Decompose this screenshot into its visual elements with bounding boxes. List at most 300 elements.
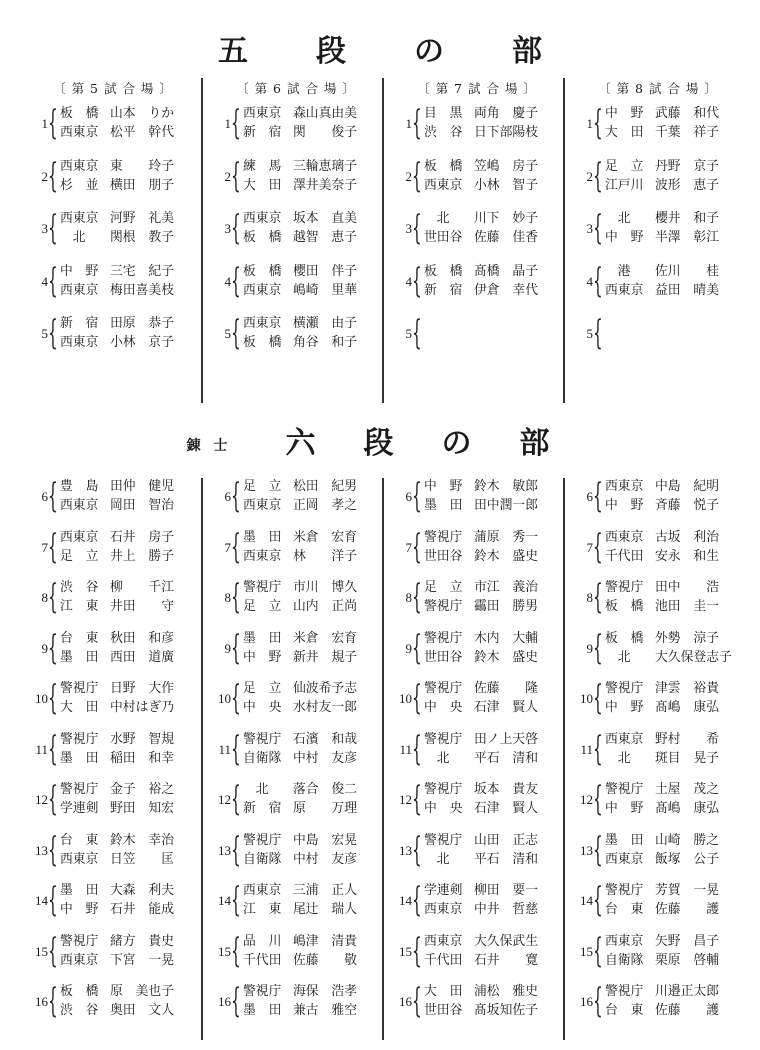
competitor <box>60 263 174 281</box>
competitor <box>243 781 357 799</box>
competitor-name: 両角 慶子 <box>474 106 538 121</box>
competitor <box>60 649 174 667</box>
competitor-name: 平石 清和 <box>474 851 538 867</box>
brace-icon: { <box>48 678 58 718</box>
brace-icon: { <box>231 476 241 516</box>
match-number: 16 <box>218 994 231 1009</box>
match-number: 4 <box>405 273 412 289</box>
match-row <box>569 679 747 719</box>
competitor <box>424 263 538 281</box>
competitor-name: 井上 勝子 <box>110 548 174 564</box>
competitor-name: 松平 幹代 <box>110 125 174 140</box>
competitor <box>60 731 174 749</box>
competitor-name: 日下部陽枝 <box>474 125 538 140</box>
match-number: 3 <box>224 221 231 236</box>
competitor-prefecture: 板 橋 <box>243 335 282 350</box>
competitor-prefecture: 警視庁 <box>60 681 99 696</box>
competitor-name: 山内 正尚 <box>293 599 357 614</box>
match-row <box>388 881 566 921</box>
competitor <box>605 282 719 300</box>
brace-icon: { <box>231 779 241 819</box>
competitor-prefecture: 足 立 <box>243 599 282 614</box>
competitor-name: 波形 恵子 <box>655 177 719 193</box>
competitor <box>243 832 357 850</box>
competitor-prefecture: 西東京 <box>60 952 99 968</box>
competitor-prefecture: 北 <box>424 851 450 867</box>
brace-icon: { <box>48 208 58 248</box>
competitor-prefecture: 警視庁 <box>605 883 644 898</box>
competitor <box>243 750 357 768</box>
competitor-name: 原 万理 <box>293 801 357 816</box>
brace-icon: { <box>231 526 241 567</box>
competitor-prefecture: 板 橋 <box>605 599 644 614</box>
match-row <box>24 629 202 669</box>
match-number: 2 <box>405 168 412 184</box>
competitor-name: 中井 哲慈 <box>474 902 538 917</box>
brace-icon: { <box>412 155 422 196</box>
competitor <box>243 630 357 648</box>
competitor-prefecture: 渋 谷 <box>60 580 99 595</box>
match-row <box>24 881 202 921</box>
match-row <box>207 209 385 249</box>
match-row <box>207 679 385 719</box>
match-row <box>569 528 747 568</box>
competitor-prefecture: 西東京 <box>605 851 644 867</box>
competitor <box>424 579 538 597</box>
competitor-name: 稲田 和幸 <box>110 750 174 766</box>
match-number: 4 <box>41 273 48 289</box>
competitor-name: 岡田 智治 <box>110 498 174 513</box>
match-number: 13 <box>218 842 231 858</box>
match-number: 8 <box>224 590 231 605</box>
match-row <box>207 831 385 871</box>
competitor <box>60 579 174 597</box>
competitor-prefecture: 西東京 <box>605 479 644 494</box>
match-row <box>24 679 202 719</box>
competitor-name: 千葉 祥子 <box>655 125 719 140</box>
competitor-prefecture: 板 橋 <box>605 630 644 646</box>
competitor-prefecture: 新 宿 <box>243 801 282 816</box>
competitor-prefecture: 世田谷 <box>424 649 463 665</box>
competitor <box>605 933 719 951</box>
competitor <box>243 901 357 919</box>
brace-icon: { <box>593 829 603 870</box>
competitor-prefecture: 江 東 <box>60 599 99 614</box>
match-row <box>207 104 385 144</box>
competitor-prefecture: 板 橋 <box>424 158 463 174</box>
competitor <box>60 177 174 195</box>
brace-icon: { <box>48 103 58 143</box>
competitor <box>243 983 357 1001</box>
competitor-name: 斉藤 悦子 <box>655 498 719 513</box>
brace-icon: { <box>231 260 241 301</box>
competitor-name: 秋田 和彦 <box>110 630 174 646</box>
match-number: 7 <box>224 539 231 555</box>
competitor-prefecture: 西東京 <box>424 933 463 949</box>
competitor-prefecture: 警視庁 <box>424 782 463 797</box>
title-char: 段 <box>316 34 346 69</box>
competitor <box>605 598 719 616</box>
competitor <box>424 731 538 749</box>
competitor <box>424 699 538 717</box>
competitor-prefecture: 警視庁 <box>60 731 99 747</box>
competitor-prefecture: 自衛隊 <box>605 952 644 968</box>
competitor-name: 大森 利夫 <box>110 883 174 898</box>
competitor-name: 尾辻 瑞人 <box>293 902 357 917</box>
competitor-prefecture: 大 田 <box>424 984 463 999</box>
competitor-name: 原 美也子 <box>110 984 174 999</box>
competitor-prefecture: 中 野 <box>605 801 644 816</box>
competitor-name: 佐藤 敬 <box>293 952 357 968</box>
match-row <box>24 982 202 1022</box>
match-row <box>24 730 202 770</box>
competitor-prefecture: 板 橋 <box>424 263 463 279</box>
brace-icon: { <box>48 476 58 516</box>
competitor-name: 髙坂知佐子 <box>474 1003 538 1018</box>
competitor-name: 中島 紀明 <box>655 479 719 494</box>
match-row <box>207 780 385 820</box>
competitor-name: 金子 裕之 <box>110 782 174 797</box>
competitor-prefecture: 警視庁 <box>424 599 463 614</box>
match-row <box>24 528 202 568</box>
competitor-name: 中村はぎ乃 <box>110 700 174 715</box>
competitor-prefecture: 板 橋 <box>60 106 99 121</box>
competitor <box>60 598 174 616</box>
competitor <box>60 800 174 818</box>
competitor-name: 横田 朋子 <box>110 177 174 193</box>
competitor-prefecture: 墨 田 <box>60 883 99 898</box>
competitor-prefecture: 墨 田 <box>60 750 99 766</box>
competitor-name: 鈴木 盛史 <box>474 649 538 665</box>
competitor <box>605 548 719 566</box>
match-row <box>388 314 566 354</box>
competitor-name: 櫻田 伴子 <box>293 263 357 279</box>
competitor <box>424 548 538 566</box>
match-number: 13 <box>399 842 412 858</box>
competitor <box>60 497 174 515</box>
competitor-name: 佐藤 護 <box>655 902 719 917</box>
competitor-prefecture: 自衛隊 <box>243 851 282 867</box>
competitor <box>60 781 174 799</box>
competitor-name: 土屋 茂之 <box>655 782 719 797</box>
competitor <box>60 983 174 1001</box>
match-number: 3 <box>41 221 48 236</box>
competitor-name: 笠嶋 房子 <box>474 158 538 174</box>
competitor-prefecture: 西東京 <box>60 335 99 350</box>
brace-icon: { <box>593 260 603 301</box>
competitor-prefecture: 警視庁 <box>424 731 463 747</box>
match-row <box>388 982 566 1022</box>
match-row <box>569 262 747 302</box>
match-number: 1 <box>224 116 231 131</box>
competitor <box>60 851 174 869</box>
match-row <box>569 982 747 1022</box>
competitor-name: 川邉正太郎 <box>655 984 719 999</box>
match-row <box>569 730 747 770</box>
match-row <box>569 629 747 669</box>
match-row <box>24 831 202 871</box>
competitor-prefecture: 西東京 <box>60 498 99 513</box>
competitor-prefecture: 目 黒 <box>424 106 463 121</box>
brace-icon: { <box>593 728 603 769</box>
match-row <box>388 932 566 972</box>
competitor-name: 外勢 涼子 <box>655 630 719 646</box>
competitor <box>424 210 538 228</box>
competitor-name: 河野 礼美 <box>110 211 174 226</box>
competitor-name: 緒方 貴史 <box>110 933 174 949</box>
competitor-prefecture: 渋 谷 <box>424 125 463 140</box>
competitor <box>424 649 538 667</box>
title-prefix: 錬 士 <box>186 438 232 454</box>
match-row <box>388 578 566 618</box>
competitor <box>605 699 719 717</box>
competitor-prefecture: 西東京 <box>60 529 99 545</box>
competitor-name: 嶋崎 里華 <box>293 282 357 298</box>
match-row <box>24 314 202 354</box>
competitor-name: 海保 浩孝 <box>293 984 357 999</box>
competitor-name: 水野 智規 <box>110 731 174 747</box>
competitor-prefecture: 西東京 <box>243 316 282 331</box>
match-number: 10 <box>580 691 593 706</box>
competitor-prefecture: 新 宿 <box>243 125 282 140</box>
competitor-prefecture: 西東京 <box>243 106 282 121</box>
competitor-prefecture: 警視庁 <box>243 580 282 595</box>
competitor-prefecture: 中 野 <box>605 700 644 715</box>
competitor <box>424 334 474 352</box>
competitor-prefecture: 千代田 <box>605 548 644 564</box>
competitor <box>60 124 174 142</box>
competitor-name: 林 洋子 <box>293 548 357 564</box>
competitor <box>424 750 538 768</box>
competitor-name: 半澤 彰江 <box>655 230 719 245</box>
competitor-prefecture: 西東京 <box>605 282 644 298</box>
competitor-name: 矢野 昌子 <box>655 933 719 949</box>
match-row <box>569 831 747 871</box>
competitor-prefecture: 中 央 <box>424 700 463 715</box>
match-number: 15 <box>580 943 593 959</box>
competitor-name: 飯塚 公子 <box>655 851 719 867</box>
competitor <box>424 983 538 1001</box>
match-number: 14 <box>399 893 412 908</box>
competitor <box>60 158 174 176</box>
competitor-name: 日笠 匡 <box>110 851 174 867</box>
competitor-prefecture: 板 橋 <box>60 984 99 999</box>
competitor-prefecture: 警視庁 <box>605 681 644 696</box>
competitor-prefecture: 墨 田 <box>60 649 99 665</box>
competitor-name: 丹野 京子 <box>655 158 719 174</box>
competitor-name: 新井 規子 <box>293 649 357 665</box>
title-char: 五 <box>218 34 248 69</box>
brace-icon: { <box>593 103 603 143</box>
competitor <box>605 851 719 869</box>
competitor <box>605 579 719 597</box>
competitor-name: 石井 房子 <box>110 529 174 545</box>
competitor-name: 東 玲子 <box>110 158 174 174</box>
competitor <box>424 781 538 799</box>
competitor-name: 松田 紀男 <box>293 479 357 494</box>
competitor-prefecture: 品 川 <box>243 933 282 949</box>
match-number: 5 <box>224 326 231 341</box>
match-number: 8 <box>41 590 48 605</box>
brace-icon: { <box>593 476 603 516</box>
competitor <box>424 630 538 648</box>
match-row <box>388 104 566 144</box>
match-number: 5 <box>586 326 593 341</box>
competitor <box>60 478 174 496</box>
competitor <box>243 210 357 228</box>
competitor-prefecture: 警視庁 <box>605 580 644 595</box>
brace-icon: { <box>412 728 422 769</box>
match-row <box>388 730 566 770</box>
competitor <box>605 680 719 698</box>
match-row <box>24 578 202 618</box>
competitor <box>243 882 357 900</box>
match-number: 2 <box>224 168 231 184</box>
competitor-name: 兼古 雅空 <box>293 1003 357 1018</box>
match-number: 1 <box>405 116 412 131</box>
match-row <box>569 578 747 618</box>
competitor-name: 正岡 孝之 <box>293 498 357 513</box>
competitor-prefecture: 西東京 <box>605 933 644 949</box>
competitor-name: 武藤 和代 <box>655 106 719 121</box>
match-row <box>569 104 747 144</box>
competitor-name: 澤井美奈子 <box>293 177 357 193</box>
match-number: 8 <box>405 590 412 605</box>
brace-icon: { <box>231 678 241 718</box>
competitor-name: 古坂 利治 <box>655 529 719 545</box>
competitor-name: 鈴木 幸治 <box>110 832 174 848</box>
competitor-prefecture: 北 <box>424 211 450 226</box>
match-number: 6 <box>586 489 593 504</box>
brace-icon: { <box>593 208 603 248</box>
title-char: の <box>414 34 444 69</box>
match-number: 10 <box>218 691 231 706</box>
competitor-name: 田原 恭子 <box>110 316 174 331</box>
competitor-name: 米倉 宏育 <box>293 529 357 545</box>
competitor <box>424 177 538 195</box>
competitor-name: 佐藤 隆 <box>474 681 538 696</box>
competitor-prefecture: 警視庁 <box>424 529 463 545</box>
competitor-prefecture: 中 野 <box>60 902 99 917</box>
competitor-name: 栗原 啓輔 <box>655 952 719 968</box>
match-number: 9 <box>405 640 412 656</box>
competitor <box>60 548 174 566</box>
competitor <box>605 105 719 123</box>
competitor-name: 山本 りか <box>110 106 174 121</box>
brace-icon: { <box>231 313 241 353</box>
competitor <box>60 630 174 648</box>
match-number: 3 <box>405 221 412 236</box>
competitor-prefecture: 西東京 <box>243 282 282 298</box>
match-row <box>207 629 385 669</box>
competitor-prefecture: 西東京 <box>60 125 99 140</box>
competitor-name: 石井 寛 <box>474 952 538 968</box>
match-number: 12 <box>399 792 412 807</box>
match-number: 15 <box>35 943 48 959</box>
brace-icon: { <box>412 313 422 353</box>
match-row <box>24 780 202 820</box>
match-number: 11 <box>35 741 48 757</box>
competitor <box>605 315 655 333</box>
competitor-prefecture: 警視庁 <box>605 984 644 999</box>
competitor <box>605 1002 719 1020</box>
competitor <box>243 851 357 869</box>
match-row <box>207 262 385 302</box>
competitor <box>605 263 719 281</box>
competitor-name: 柳 千江 <box>110 580 174 595</box>
competitor-name: 田ノ上天啓 <box>474 731 538 747</box>
brace-icon: { <box>48 880 58 920</box>
match-number: 5 <box>41 326 48 341</box>
match-number: 6 <box>224 489 231 504</box>
match-number: 10 <box>35 691 48 706</box>
competitor-prefecture: 学連剣 <box>60 801 99 816</box>
competitor-prefecture: 中 野 <box>605 230 644 245</box>
competitor <box>424 680 538 698</box>
competitor-prefecture: 世田谷 <box>424 1003 463 1018</box>
competitor-name: 小林 京子 <box>110 335 174 350</box>
competitor-name: 伊倉 幸代 <box>474 282 538 298</box>
match-number: 4 <box>586 273 593 289</box>
match-row <box>24 932 202 972</box>
competitor-name: 嶋津 清貴 <box>293 933 357 949</box>
competitor <box>60 1002 174 1020</box>
competitor <box>243 699 357 717</box>
competitor-prefecture: 西東京 <box>424 902 463 917</box>
competitor-name: 髙嶋 康弘 <box>655 700 719 715</box>
match-row <box>24 104 202 144</box>
brace-icon: { <box>48 155 58 196</box>
competitor <box>605 158 719 176</box>
brace-icon: { <box>412 779 422 819</box>
brace-icon: { <box>593 577 603 617</box>
competitor <box>243 124 357 142</box>
brace-icon: { <box>231 930 241 971</box>
match-row <box>388 157 566 197</box>
title-char: 部 <box>512 34 542 69</box>
match-number: 8 <box>586 590 593 605</box>
competitor-name: 西田 道廣 <box>110 649 174 665</box>
competitor-prefecture: 中 野 <box>424 479 463 494</box>
competitor <box>605 832 719 850</box>
competitor-name: 市江 義治 <box>474 580 538 595</box>
competitor-prefecture: 学連剣 <box>424 883 463 898</box>
competitor-prefecture: 足 立 <box>60 548 99 564</box>
competitor <box>424 124 538 142</box>
competitor-prefecture: 墨 田 <box>605 832 644 848</box>
match-number: 15 <box>218 943 231 959</box>
competitor-prefecture: 警視庁 <box>243 731 282 747</box>
match-number: 1 <box>41 116 48 131</box>
competitor <box>605 800 719 818</box>
competitor-name: 鈴木 盛史 <box>474 548 538 564</box>
competitor-prefecture: 渋 谷 <box>60 1003 99 1018</box>
competitor <box>605 649 732 667</box>
match-row <box>569 209 747 249</box>
competitor <box>243 649 357 667</box>
competitor <box>243 548 357 566</box>
competitor-prefecture: 江 東 <box>243 902 282 917</box>
competitor-prefecture: 足 立 <box>243 479 282 494</box>
competitor <box>243 263 357 281</box>
match-row <box>24 477 202 517</box>
competitor <box>605 630 719 648</box>
competitor-name: 小林 智子 <box>474 177 538 193</box>
brace-icon: { <box>593 880 603 920</box>
competitor <box>60 699 174 717</box>
brace-icon: { <box>593 779 603 819</box>
brace-icon: { <box>412 829 422 870</box>
